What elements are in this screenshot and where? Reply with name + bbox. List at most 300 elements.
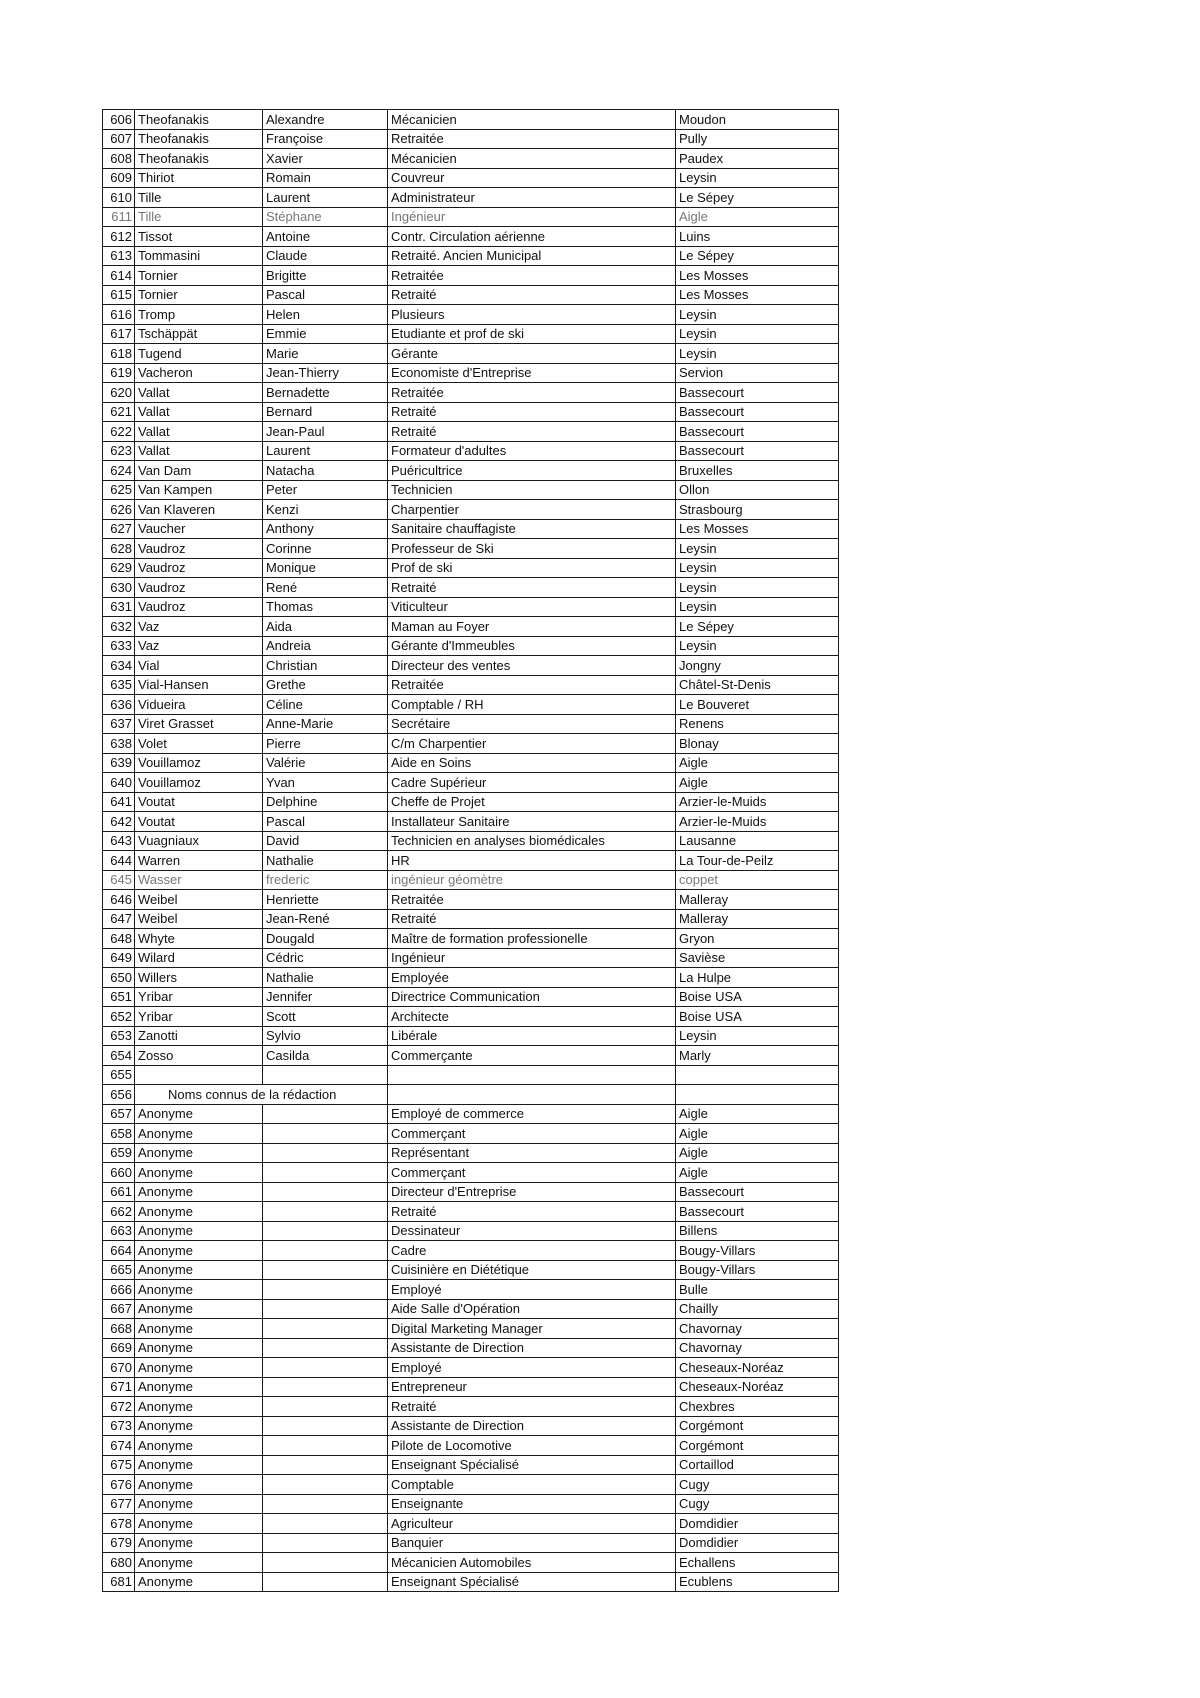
table-row	[103, 1202, 839, 1222]
cell-first-name	[263, 1280, 388, 1300]
cell-first-name: Christian	[263, 656, 388, 676]
table-row	[103, 539, 839, 559]
cell-first-name	[263, 1572, 388, 1592]
cell-occupation: Retraité	[388, 285, 676, 305]
cell-locality: Leysin	[676, 305, 839, 325]
cell-locality: La Hulpe	[676, 968, 839, 988]
table-row	[103, 500, 839, 520]
cell-row-number: 645	[103, 870, 135, 890]
table-row	[103, 597, 839, 617]
cell-locality: Bassecourt	[676, 441, 839, 461]
cell-occupation: Employé de commerce	[388, 1104, 676, 1124]
cell-row-number: 677	[103, 1494, 135, 1514]
cell-row-number: 610	[103, 188, 135, 208]
cell-first-name	[263, 1455, 388, 1475]
cell-surname: Anonyme	[135, 1572, 263, 1592]
table-row	[103, 1475, 839, 1495]
cell-surname: Anonyme	[135, 1514, 263, 1534]
cell-first-name	[263, 1319, 388, 1339]
table-row	[103, 1124, 839, 1144]
table-row	[103, 519, 839, 539]
cell-occupation: Enseignante	[388, 1494, 676, 1514]
table-row	[103, 1416, 839, 1436]
cell-surname: Viret Grasset	[135, 714, 263, 734]
cell-first-name: Henriette	[263, 890, 388, 910]
cell-occupation: Ingénieur	[388, 948, 676, 968]
cell-occupation: Retraité	[388, 909, 676, 929]
cell-locality: Leysin	[676, 324, 839, 344]
cell-row-number: 680	[103, 1553, 135, 1573]
cell-surname: Theofanakis	[135, 149, 263, 169]
cell-row-number: 616	[103, 305, 135, 325]
cell-first-name	[263, 1475, 388, 1495]
cell-surname: Vaudroz	[135, 558, 263, 578]
cell-surname: Vidueira	[135, 695, 263, 715]
table-row	[103, 968, 839, 988]
cell-surname: Anonyme	[135, 1299, 263, 1319]
cell-row-number: 625	[103, 480, 135, 500]
table-row	[103, 422, 839, 442]
cell-surname: Vaucher	[135, 519, 263, 539]
cell-first-name: Jean-Paul	[263, 422, 388, 442]
cell-occupation: Charpentier	[388, 500, 676, 520]
cell-surname: Vacheron	[135, 363, 263, 383]
cell-occupation: Retraitée	[388, 129, 676, 149]
cell-locality: Malleray	[676, 890, 839, 910]
table-row	[103, 305, 839, 325]
cell-first-name: Xavier	[263, 149, 388, 169]
table-row	[103, 1241, 839, 1261]
cell-occupation: ingénieur géomètre	[388, 870, 676, 890]
cell-locality: Blonay	[676, 734, 839, 754]
cell-row-number: 675	[103, 1455, 135, 1475]
cell-occupation: Cadre	[388, 1241, 676, 1261]
cell-locality: Châtel-St-Denis	[676, 675, 839, 695]
cell-first-name: Natacha	[263, 461, 388, 481]
table-row	[103, 1104, 839, 1124]
cell-locality: Malleray	[676, 909, 839, 929]
table-row	[103, 1533, 839, 1553]
cell-locality: Aigle	[676, 1163, 839, 1183]
cell-occupation: Mécanicien Automobiles	[388, 1553, 676, 1573]
cell-surname: Anonyme	[135, 1338, 263, 1358]
table-row	[103, 1455, 839, 1475]
cell-first-name: Laurent	[263, 441, 388, 461]
cell-surname: Tommasini	[135, 246, 263, 266]
cell-row-number: 643	[103, 831, 135, 851]
table-row	[103, 402, 839, 422]
cell-surname: Vaudroz	[135, 597, 263, 617]
table-row	[103, 1397, 839, 1417]
cell-occupation: Assistante de Direction	[388, 1416, 676, 1436]
cell-occupation: Secrétaire	[388, 714, 676, 734]
cell-row-number: 661	[103, 1182, 135, 1202]
cell-first-name: Emmie	[263, 324, 388, 344]
table-row	[103, 656, 839, 676]
cell-first-name: Corinne	[263, 539, 388, 559]
table-row	[103, 383, 839, 403]
cell-row-number: 633	[103, 636, 135, 656]
cell-surname: Vaz	[135, 636, 263, 656]
cell-row-number: 638	[103, 734, 135, 754]
cell-locality: Cugy	[676, 1475, 839, 1495]
cell-occupation: Sanitaire chauffagiste	[388, 519, 676, 539]
cell-first-name: Bernadette	[263, 383, 388, 403]
cell-row-number: 665	[103, 1260, 135, 1280]
table-row	[103, 851, 839, 871]
cell-locality: Le Bouveret	[676, 695, 839, 715]
cell-surname: Van Kampen	[135, 480, 263, 500]
table-row	[103, 441, 839, 461]
cell-row-number: 658	[103, 1124, 135, 1144]
table-row	[103, 948, 839, 968]
cell-row-number: 639	[103, 753, 135, 773]
cell-locality: Boise USA	[676, 987, 839, 1007]
cell-row-number: 611	[103, 207, 135, 227]
cell-row-number: 629	[103, 558, 135, 578]
cell-first-name	[263, 1221, 388, 1241]
cell-first-name: Monique	[263, 558, 388, 578]
cell-surname: Anonyme	[135, 1241, 263, 1261]
cell-locality: Leysin	[676, 168, 839, 188]
cell-row-number: 634	[103, 656, 135, 676]
cell-first-name: Françoise	[263, 129, 388, 149]
cell-row-number: 628	[103, 539, 135, 559]
cell-row-number: 660	[103, 1163, 135, 1183]
cell-row-number: 652	[103, 1007, 135, 1027]
cell-first-name: Brigitte	[263, 266, 388, 286]
cell-occupation: Directrice Communication	[388, 987, 676, 1007]
cell-occupation: Enseignant Spécialisé	[388, 1455, 676, 1475]
cell-surname: Anonyme	[135, 1494, 263, 1514]
cell-occupation: Retraité	[388, 1397, 676, 1417]
cell-surname: Tissot	[135, 227, 263, 247]
cell-occupation	[388, 1085, 676, 1105]
cell-locality: Cortaillod	[676, 1455, 839, 1475]
cell-locality: Leysin	[676, 539, 839, 559]
cell-first-name	[263, 1338, 388, 1358]
table-row	[103, 1163, 839, 1183]
cell-occupation	[388, 1065, 676, 1085]
table-row	[103, 558, 839, 578]
cell-surname: Anonyme	[135, 1221, 263, 1241]
cell-row-number: 663	[103, 1221, 135, 1241]
cell-locality: Ecublens	[676, 1572, 839, 1592]
cell-row-number: 647	[103, 909, 135, 929]
cell-row-number: 641	[103, 792, 135, 812]
cell-occupation: Formateur d'adultes	[388, 441, 676, 461]
cell-locality: Les Mosses	[676, 266, 839, 286]
table-row	[103, 266, 839, 286]
cell-first-name: Grethe	[263, 675, 388, 695]
table-row	[103, 1007, 839, 1027]
cell-first-name: Dougald	[263, 929, 388, 949]
cell-occupation: Retraité	[388, 402, 676, 422]
cell-first-name: Kenzi	[263, 500, 388, 520]
cell-locality: Bruxelles	[676, 461, 839, 481]
cell-occupation: Retraitée	[388, 383, 676, 403]
cell-locality: Luins	[676, 227, 839, 247]
cell-occupation: Cadre Supérieur	[388, 773, 676, 793]
cell-occupation: Aide Salle d'Opération	[388, 1299, 676, 1319]
cell-surname: Warren	[135, 851, 263, 871]
cell-occupation: Maman au Foyer	[388, 617, 676, 637]
cell-locality: Bassecourt	[676, 422, 839, 442]
table-row	[103, 831, 839, 851]
cell-surname: Vial	[135, 656, 263, 676]
table-row	[103, 344, 839, 364]
cell-row-number: 651	[103, 987, 135, 1007]
cell-first-name: Cédric	[263, 948, 388, 968]
cell-row-number: 653	[103, 1026, 135, 1046]
cell-locality: Marly	[676, 1046, 839, 1066]
cell-surname: Vuagniaux	[135, 831, 263, 851]
cell-surname: Tugend	[135, 344, 263, 364]
cell-first-name: Anthony	[263, 519, 388, 539]
cell-surname: Volet	[135, 734, 263, 754]
cell-occupation: Aide en Soins	[388, 753, 676, 773]
table-row	[103, 1065, 839, 1085]
cell-occupation: Retraitée	[388, 266, 676, 286]
cell-first-name	[263, 1436, 388, 1456]
cell-occupation: Technicien en analyses biomédicales	[388, 831, 676, 851]
cell-row-number: 618	[103, 344, 135, 364]
cell-occupation: Enseignant Spécialisé	[388, 1572, 676, 1592]
cell-occupation: Mécanicien	[388, 149, 676, 169]
cell-occupation: Cuisinière en Diététique	[388, 1260, 676, 1280]
cell-locality: Cugy	[676, 1494, 839, 1514]
cell-first-name: Marie	[263, 344, 388, 364]
table-row	[103, 1572, 839, 1592]
cell-occupation: Directeur des ventes	[388, 656, 676, 676]
table-row	[103, 695, 839, 715]
table-row	[103, 617, 839, 637]
cell-occupation: Cheffe de Projet	[388, 792, 676, 812]
cell-occupation: Retraité	[388, 1202, 676, 1222]
cell-row-number: 664	[103, 1241, 135, 1261]
cell-first-name	[263, 1553, 388, 1573]
cell-row-number: 678	[103, 1514, 135, 1534]
cell-surname: Anonyme	[135, 1202, 263, 1222]
cell-row-number: 637	[103, 714, 135, 734]
cell-occupation: Digital Marketing Manager	[388, 1319, 676, 1339]
cell-locality: Aigle	[676, 1104, 839, 1124]
cell-locality: Domdidier	[676, 1514, 839, 1534]
cell-occupation: Professeur de Ski	[388, 539, 676, 559]
cell-row-number: 667	[103, 1299, 135, 1319]
cell-row-number: 613	[103, 246, 135, 266]
cell-row-number: 631	[103, 597, 135, 617]
cell-occupation: Mécanicien	[388, 110, 676, 130]
cell-occupation: Couvreur	[388, 168, 676, 188]
table-row	[103, 1319, 839, 1339]
cell-row-number: 609	[103, 168, 135, 188]
cell-locality: Leysin	[676, 558, 839, 578]
cell-surname: Vaudroz	[135, 578, 263, 598]
table-row	[103, 1338, 839, 1358]
cell-row-number: 666	[103, 1280, 135, 1300]
cell-row-number: 642	[103, 812, 135, 832]
cell-occupation: Retraitée	[388, 675, 676, 695]
cell-surname: Whyte	[135, 929, 263, 949]
cell-row-number: 644	[103, 851, 135, 871]
table-row	[103, 1182, 839, 1202]
cell-surname: Vaudroz	[135, 539, 263, 559]
cell-locality: Le Sépey	[676, 188, 839, 208]
cell-first-name	[263, 1202, 388, 1222]
cell-first-name: Jean-René	[263, 909, 388, 929]
cell-row-number: 646	[103, 890, 135, 910]
cell-row-number: 620	[103, 383, 135, 403]
cell-surname: Tromp	[135, 305, 263, 325]
cell-surname: Anonyme	[135, 1475, 263, 1495]
cell-surname: Anonyme	[135, 1455, 263, 1475]
cell-first-name: Yvan	[263, 773, 388, 793]
cell-occupation: Retraitée	[388, 890, 676, 910]
cell-first-name: Delphine	[263, 792, 388, 812]
cell-locality: Leysin	[676, 578, 839, 598]
cell-locality: Bassecourt	[676, 1202, 839, 1222]
cell-row-number: 626	[103, 500, 135, 520]
cell-locality: Aigle	[676, 1143, 839, 1163]
table-row	[103, 1046, 839, 1066]
table-row	[103, 734, 839, 754]
cell-row-number: 648	[103, 929, 135, 949]
cell-surname: Vial-Hansen	[135, 675, 263, 695]
cell-surname: Tornier	[135, 285, 263, 305]
cell-first-name: Pierre	[263, 734, 388, 754]
table-row	[103, 188, 839, 208]
cell-occupation: Viticulteur	[388, 597, 676, 617]
cell-first-name	[263, 1397, 388, 1417]
cell-locality	[676, 1065, 839, 1085]
cell-first-name: Bernard	[263, 402, 388, 422]
table-row	[103, 461, 839, 481]
cell-occupation: Commerçant	[388, 1124, 676, 1144]
cell-locality: coppet	[676, 870, 839, 890]
table-row	[103, 168, 839, 188]
cell-occupation: Contr. Circulation aérienne	[388, 227, 676, 247]
cell-first-name	[263, 1377, 388, 1397]
table-row	[103, 753, 839, 773]
cell-locality: Cheseaux-Noréaz	[676, 1377, 839, 1397]
table-row	[103, 870, 839, 890]
table-row	[103, 129, 839, 149]
cell-locality: Corgémont	[676, 1436, 839, 1456]
cell-locality: Moudon	[676, 110, 839, 130]
cell-row-number: 608	[103, 149, 135, 169]
cell-locality: Le Sépey	[676, 617, 839, 637]
cell-locality: Pully	[676, 129, 839, 149]
cell-occupation: Employée	[388, 968, 676, 988]
cell-locality: Bougy-Villars	[676, 1241, 839, 1261]
table-row	[103, 227, 839, 247]
table-row	[103, 1143, 839, 1163]
cell-surname: Willers	[135, 968, 263, 988]
cell-surname: Van Klaveren	[135, 500, 263, 520]
cell-first-name: frederic	[263, 870, 388, 890]
cell-surname: Noms connus de la rédaction	[135, 1085, 388, 1105]
cell-first-name: Valérie	[263, 753, 388, 773]
table-row	[103, 987, 839, 1007]
cell-surname: Voutat	[135, 812, 263, 832]
table-row	[103, 1260, 839, 1280]
cell-row-number: 674	[103, 1436, 135, 1456]
cell-row-number: 649	[103, 948, 135, 968]
table-row	[103, 1358, 839, 1378]
table-row	[103, 812, 839, 832]
cell-row-number: 640	[103, 773, 135, 793]
cell-locality: Gryon	[676, 929, 839, 949]
cell-surname: Zanotti	[135, 1026, 263, 1046]
table-row	[103, 1377, 839, 1397]
cell-row-number: 669	[103, 1338, 135, 1358]
table-row	[103, 1299, 839, 1319]
cell-row-number: 673	[103, 1416, 135, 1436]
cell-locality	[676, 1085, 839, 1105]
cell-first-name	[263, 1494, 388, 1514]
cell-first-name: Jennifer	[263, 987, 388, 1007]
table-row	[103, 363, 839, 383]
table-row	[103, 149, 839, 169]
cell-occupation: Puéricultrice	[388, 461, 676, 481]
cell-row-number: 635	[103, 675, 135, 695]
cell-row-number: 619	[103, 363, 135, 383]
cell-occupation: Technicien	[388, 480, 676, 500]
cell-surname: Anonyme	[135, 1182, 263, 1202]
cell-surname	[135, 1065, 263, 1085]
table-row	[103, 675, 839, 695]
cell-locality: Arzier-le-Muids	[676, 792, 839, 812]
cell-surname: Anonyme	[135, 1143, 263, 1163]
cell-surname: Anonyme	[135, 1163, 263, 1183]
cell-locality: Lausanne	[676, 831, 839, 851]
cell-occupation: Retraité	[388, 578, 676, 598]
cell-first-name: Céline	[263, 695, 388, 715]
cell-first-name	[263, 1299, 388, 1319]
cell-surname: Vallat	[135, 383, 263, 403]
table-row	[103, 1085, 839, 1105]
table-row	[103, 1221, 839, 1241]
cell-surname: Thiriot	[135, 168, 263, 188]
cell-locality: Aigle	[676, 1124, 839, 1144]
cell-surname: Tornier	[135, 266, 263, 286]
cell-first-name: Casilda	[263, 1046, 388, 1066]
cell-locality: Aigle	[676, 753, 839, 773]
cell-surname: Anonyme	[135, 1319, 263, 1339]
cell-first-name	[263, 1163, 388, 1183]
cell-first-name	[263, 1104, 388, 1124]
cell-occupation: Pilote de Locomotive	[388, 1436, 676, 1456]
cell-locality: Boise USA	[676, 1007, 839, 1027]
cell-locality: Echallens	[676, 1553, 839, 1573]
cell-first-name: Aida	[263, 617, 388, 637]
cell-occupation: Assistante de Direction	[388, 1338, 676, 1358]
cell-row-number: 614	[103, 266, 135, 286]
cell-row-number: 606	[103, 110, 135, 130]
cell-row-number: 681	[103, 1572, 135, 1592]
cell-surname: Anonyme	[135, 1533, 263, 1553]
cell-occupation: Ingénieur	[388, 207, 676, 227]
cell-row-number: 621	[103, 402, 135, 422]
cell-row-number: 612	[103, 227, 135, 247]
cell-locality: Ollon	[676, 480, 839, 500]
cell-first-name	[263, 1416, 388, 1436]
cell-locality: Chailly	[676, 1299, 839, 1319]
cell-surname: Vallat	[135, 402, 263, 422]
cell-surname: Anonyme	[135, 1124, 263, 1144]
cell-occupation: Retraité	[388, 422, 676, 442]
